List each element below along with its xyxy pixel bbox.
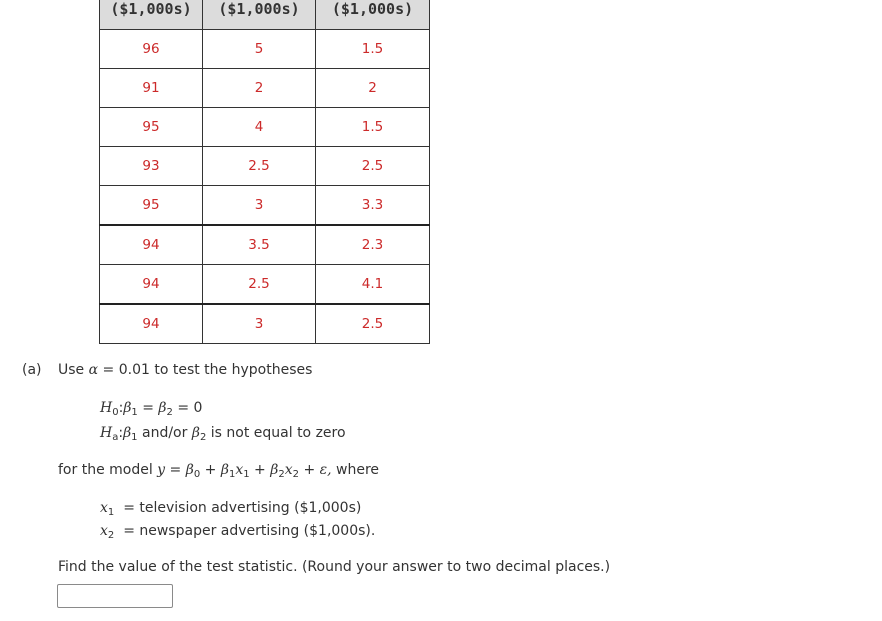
beta-symbol: β [123, 400, 132, 416]
alternative-hypothesis [100, 425, 346, 441]
beta-symbol: β [220, 462, 229, 478]
h-symbol: H [100, 425, 113, 441]
beta-subscript: 2 [199, 432, 207, 443]
beta-subscript: 1 [228, 469, 236, 480]
h0-rest: = 0 [177, 400, 203, 416]
beta-subscript: 2 [166, 407, 173, 418]
header-television-advertising: ($1,000s) [203, 0, 316, 30]
table-cell: 3.3 [316, 186, 430, 226]
table-cell: 2 [203, 69, 316, 108]
ha-subscript: a [112, 432, 119, 443]
beta-symbol: β [123, 425, 132, 441]
x-subscript: 2 [107, 530, 115, 541]
part-a-intro [58, 362, 312, 378]
table-row [100, 225, 430, 265]
definition-x2 [100, 523, 375, 539]
table-cell: 3.5 [203, 225, 316, 265]
table-cell: 3 [203, 186, 316, 226]
beta-symbol: β [270, 462, 279, 478]
plus-sign: + [254, 462, 266, 478]
definition-text: newspaper advertising ($1,000s). [139, 523, 376, 539]
x-subscript: 2 [292, 469, 299, 480]
table-cell: 2.5 [316, 147, 430, 186]
ha-rest: is not equal to zero [210, 425, 346, 441]
table-cell: 93 [100, 147, 203, 186]
table-row [100, 69, 430, 108]
null-hypothesis [100, 400, 202, 416]
table-row [100, 304, 430, 344]
question-text: Find the value of the test statistic. (Round your answer to two decimal places.) [58, 559, 611, 575]
table-cell: 1.5 [316, 30, 430, 69]
beta-subscript: 2 [278, 469, 285, 480]
beta-symbol: β [158, 400, 167, 416]
beta-subscript: 1 [131, 407, 138, 418]
definition-equals: = [123, 523, 135, 539]
x-var: x [100, 500, 108, 516]
table-row [100, 108, 430, 147]
beta-subscript: 1 [131, 432, 138, 443]
table-row [100, 147, 430, 186]
table-row [100, 30, 430, 69]
table-cell: 5 [203, 30, 316, 69]
x-subscript: 1 [107, 507, 115, 518]
definition-equals: = [123, 500, 135, 516]
x-var: x [100, 523, 108, 539]
table-cell: 4 [203, 108, 316, 147]
x-var: x [284, 462, 293, 478]
table-cell: 91 [100, 69, 203, 108]
h0-subscript: 0 [112, 407, 119, 418]
intro-suffix: to test the hypotheses [154, 362, 313, 378]
data-table [99, 0, 430, 344]
intro-equals: = [102, 362, 115, 378]
definition-x1 [100, 500, 361, 516]
definition-text: television advertising ($1,000s) [139, 500, 362, 516]
table-row [100, 265, 430, 305]
table-header-row [100, 0, 430, 30]
model-equals: = [169, 462, 182, 478]
h0-equals: = [142, 400, 154, 416]
table-cell: 94 [100, 225, 203, 265]
alpha-value: 0.01 [118, 362, 150, 378]
plus-sign: + [204, 462, 217, 478]
plus-sign: + [303, 462, 316, 478]
part-a-label: (a) [22, 362, 42, 378]
h0-colon: : [118, 400, 124, 416]
table-cell: 2.5 [203, 265, 316, 305]
beta-subscript: 0 [193, 469, 201, 480]
table-cell: 2 [316, 69, 430, 108]
model-prefix: for the model [58, 462, 153, 478]
table-cell: 1.5 [316, 108, 430, 147]
header-weekly-gross-revenue: ($1,000s) [100, 0, 203, 30]
y-var: y [157, 462, 166, 478]
model-equation [58, 462, 379, 478]
table-cell: 96 [100, 30, 203, 69]
table-cell: 94 [100, 265, 203, 305]
header-newspaper-advertising: ($1,000s) [316, 0, 430, 30]
table-cell: 95 [100, 186, 203, 226]
beta-symbol: β [191, 425, 200, 441]
table-cell: 2.5 [316, 304, 430, 344]
intro-prefix: Use [58, 362, 85, 378]
x-subscript: 1 [243, 469, 250, 480]
table-row [100, 186, 430, 226]
table-cell: 3 [203, 304, 316, 344]
table-cell: 2.3 [316, 225, 430, 265]
alpha-symbol: α [88, 362, 99, 378]
epsilon-symbol: ε, [319, 462, 332, 478]
beta-symbol: β [185, 462, 194, 478]
table-cell: 2.5 [203, 147, 316, 186]
table-cell: 95 [100, 108, 203, 147]
model-suffix: where [336, 462, 380, 478]
ha-mid: and/or [142, 425, 188, 441]
x-var: x [235, 462, 244, 478]
table-cell: 94 [100, 304, 203, 344]
test-statistic-input[interactable] [57, 584, 173, 608]
table-cell: 4.1 [316, 265, 430, 305]
ha-colon: : [118, 425, 124, 441]
h-symbol: H [100, 400, 113, 416]
